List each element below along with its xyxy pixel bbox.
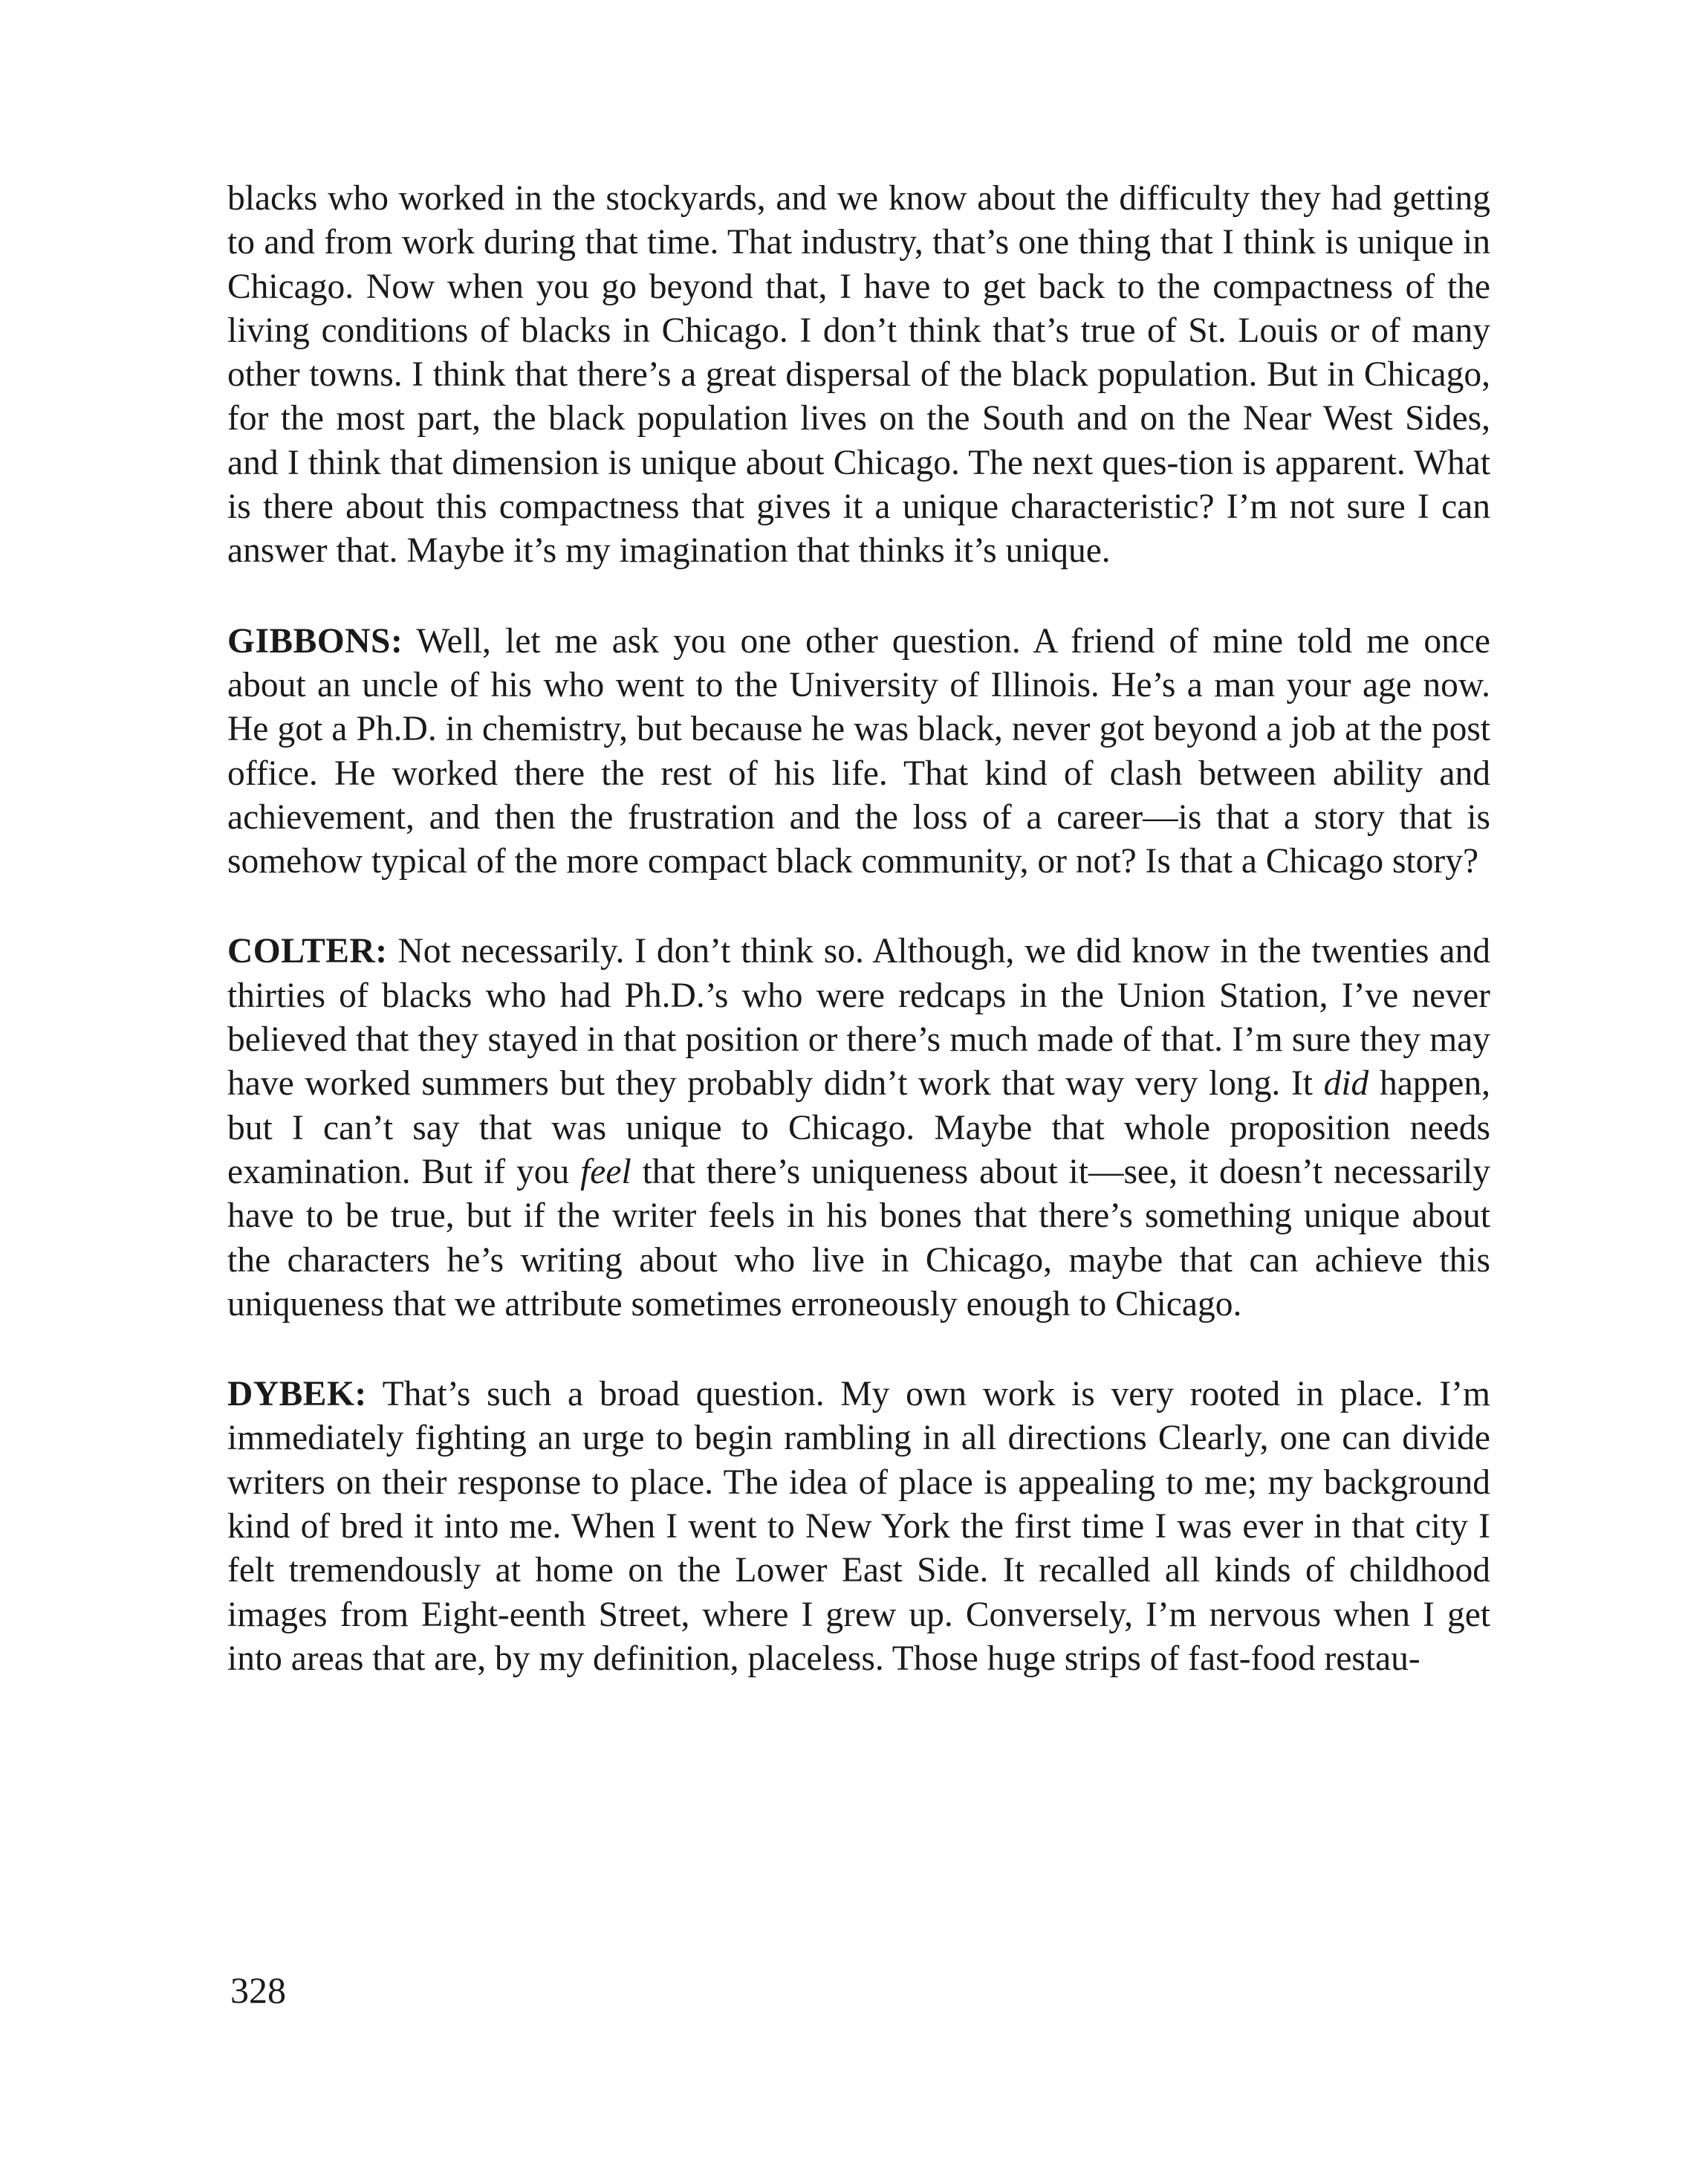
page-number: 328: [230, 1969, 286, 2011]
paragraph-colter: [227, 930, 1490, 1327]
speaker-name: COLTER:: [227, 932, 388, 971]
page-body: [227, 177, 1490, 1727]
paragraph-gibbons: [227, 620, 1490, 884]
paragraph-dybek: [227, 1373, 1490, 1681]
speaker-name: DYBEK:: [227, 1375, 367, 1414]
paragraph-text: blacks who worked in the stockyards, and we know about the difficulty they had getting to and from work during that time. That industry, that’s one thing that I think is unique in Chicago. Now when you go beyond that, I have to get back to the compactness of the living conditions of blacks in Chicago. I don’t think that’s true of St. Louis or of many other towns. I think that there’s a great dispersal of the black population. But in Chicago, for the most part, the black population lives on the South and on the Near West Sides, and I think that dimension is unique about Chicago. The next ques-tion is apparent. What is there about this compactness that gives it a unique characteristic? I’m not sure I can answer that. Maybe it’s my imagination that thinks it’s unique.: [227, 179, 1490, 571]
paragraph-text: that there’s uniqueness about it—see, it doesn’t necessarily have to be true, but if the writer feels in his bones that there’s something unique about the characters he’s writing about who live in Chicago, maybe that can achieve this uniqueness that we attribute sometimes erroneously enough to Chicago.: [227, 1152, 1491, 1324]
paragraph-text: That’s such a broad question. My own work is very rooted in place. I’m immediately fighting an urge to begin rambling in all directions Clearly, one can divide writers on their response to place. The idea of place is appealing to me; my background kind of bred it into me. When I went to New York the first time I was ever in that city I felt tremendously at home on the Lower East Side. It recalled all kinds of childhood images from Eight-eenth Street, where I grew up. Conversely, I’m nervous when I get into areas that are, by my definition, placeless. Those huge strips of fast-food restau-: [227, 1375, 1490, 1678]
paragraph-continuation: [227, 177, 1490, 574]
paragraph-text: Not necessarily. I don’t think so. Although, we did know in the twenties and thirties of blacks who had Ph.D.’s who were redcaps in the Union Station, I’ve never believed that they stayed in that position or there’s much made of that. I’m sure they may have worked summers but they probably didn’t work that way very long. It: [227, 932, 1490, 1104]
paragraph-text: Well, let me ask you one other question. A friend of mine told me once about an uncle of his who went to the University of Illinois. He’s a man your age now. He got a Ph.D. in chemistry, but because he was black, never got beyond a job at the post office. He worked there the rest of his life. That kind of clash between ability and achievement, and then the frustration and the loss of a career—is that a story that is somehow typical of the more compact black community, or not? Is that a Chicago story?: [227, 621, 1490, 881]
speaker-name: GIBBONS:: [227, 621, 403, 661]
paragraph-text: happen, but I can’t say that was unique to Chicago. Maybe that whole proposition needs examination. But if you: [227, 1064, 1490, 1191]
emphasis-text: feel: [580, 1152, 631, 1191]
emphasis-text: did: [1323, 1064, 1369, 1104]
